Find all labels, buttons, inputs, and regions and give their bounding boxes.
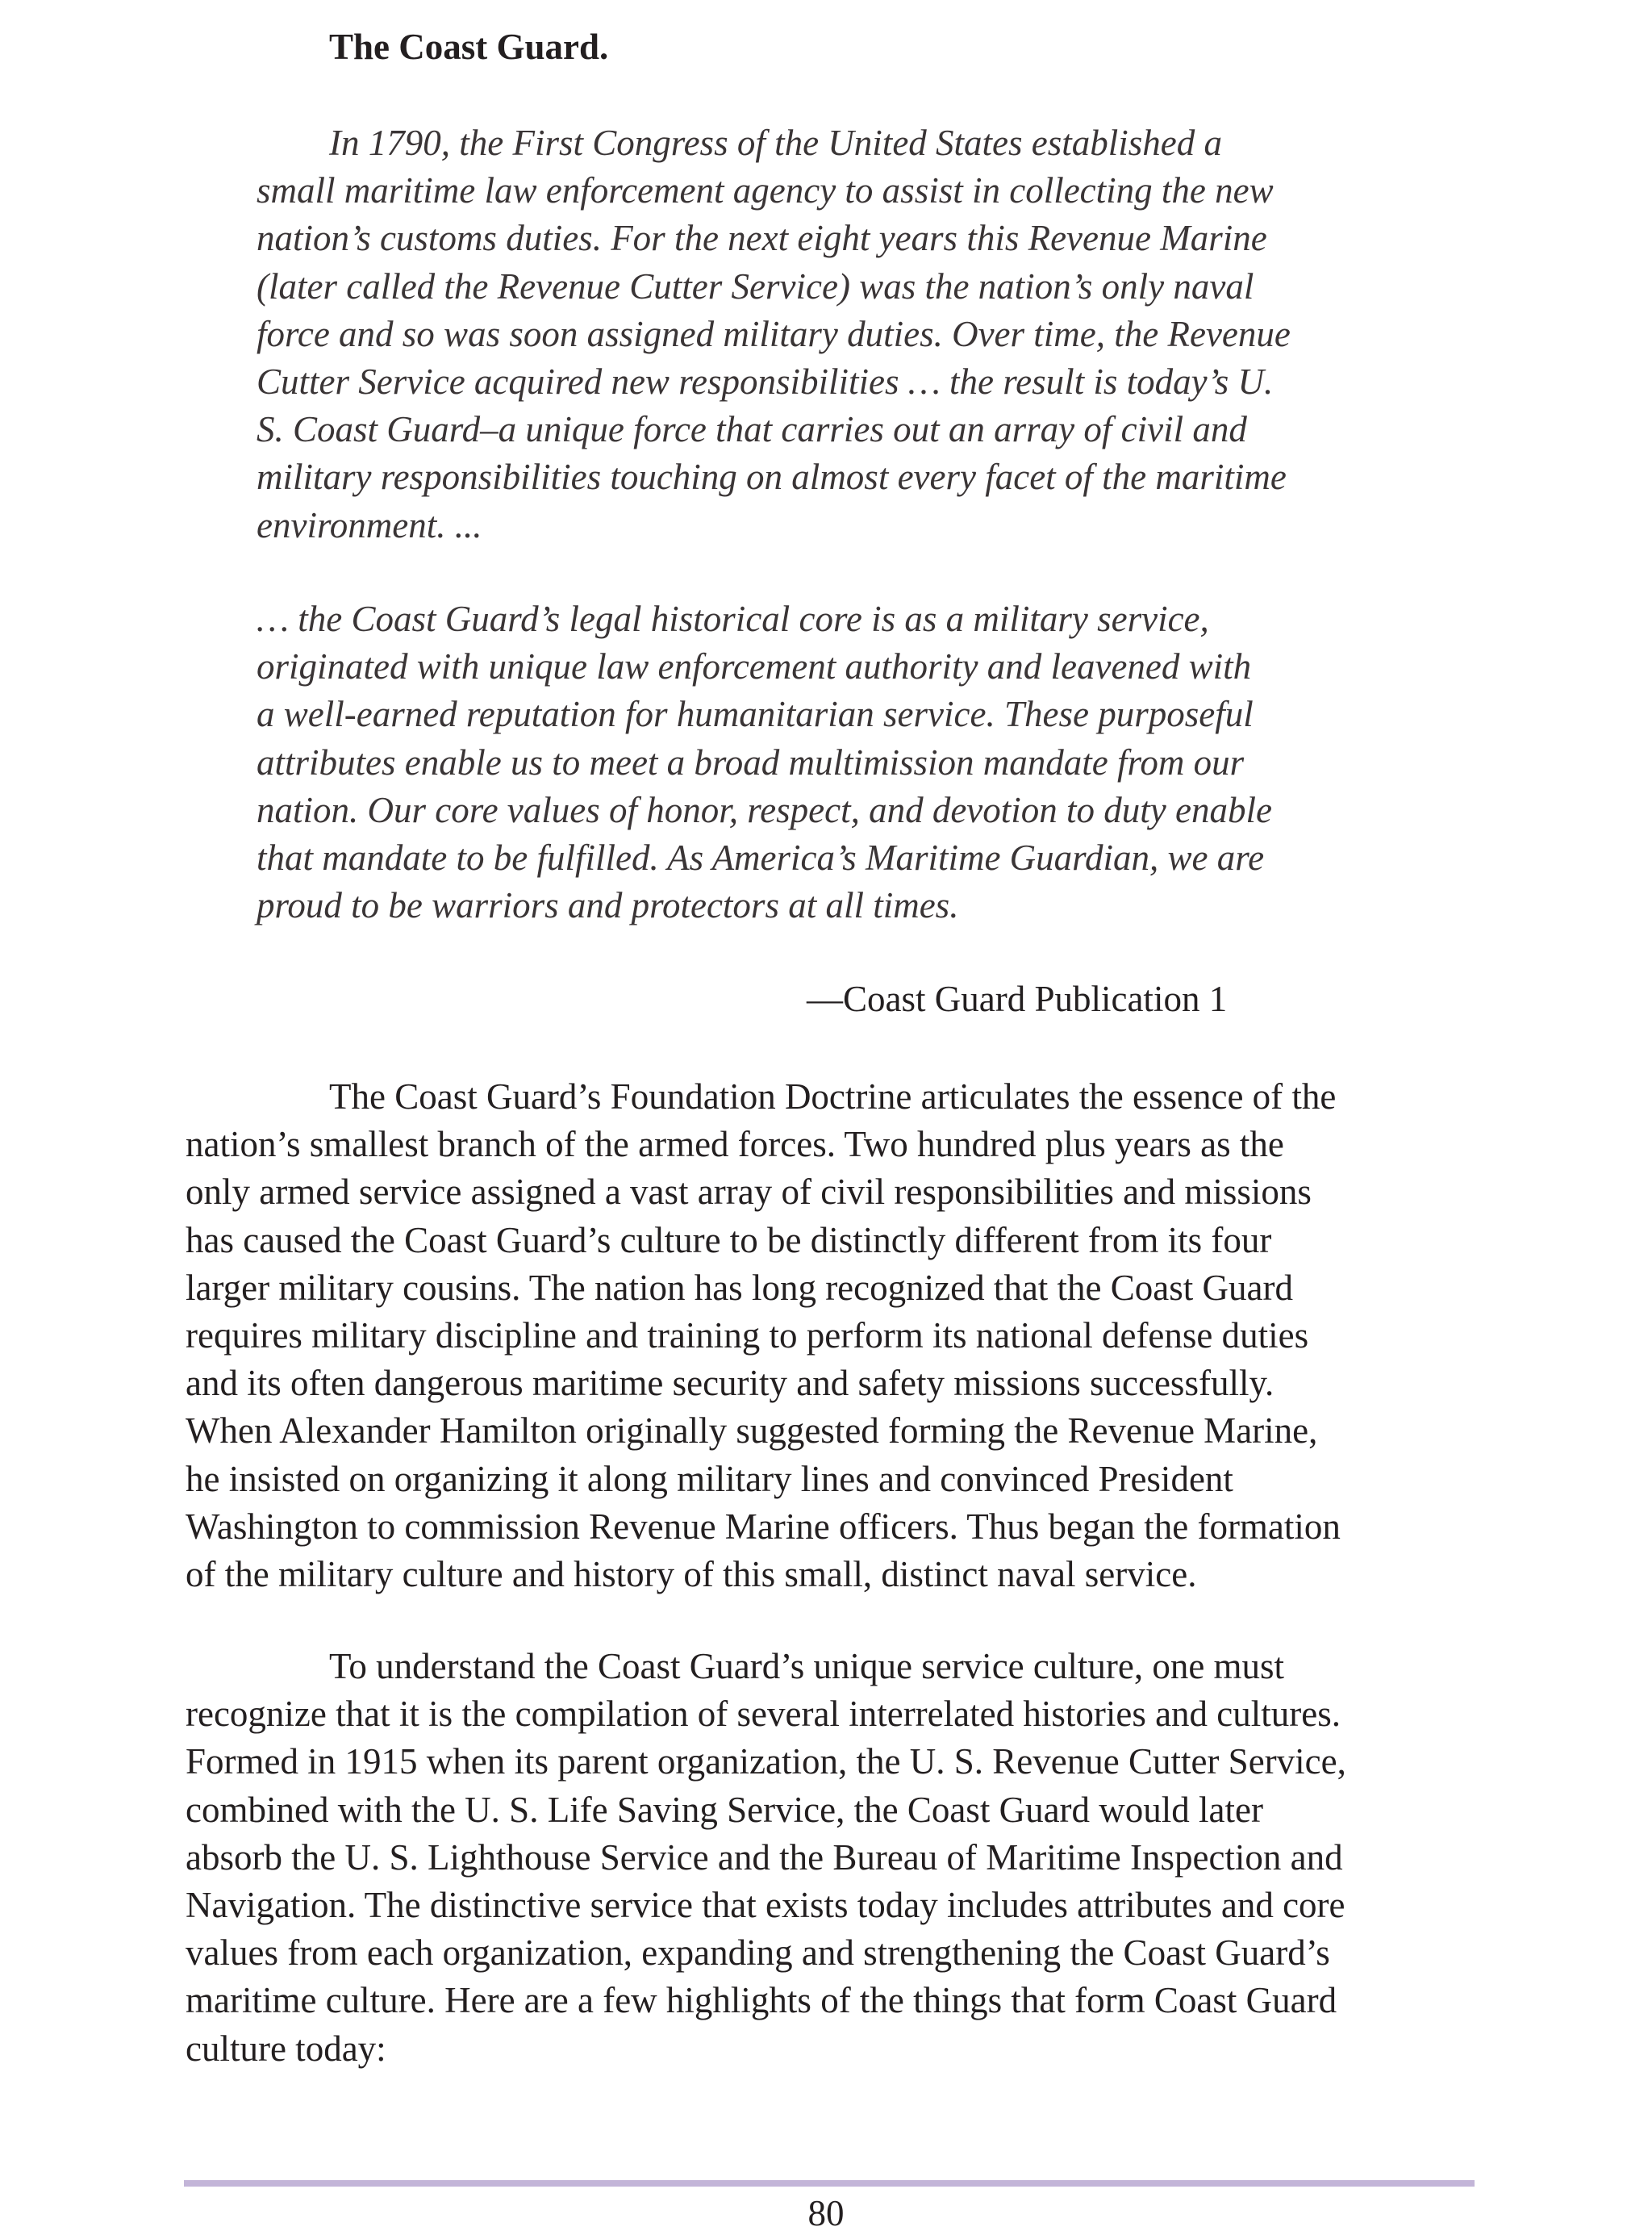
quote-line: a well-earned reputation for humanitarian service. These purposeful [257,694,1254,735]
block-quote-2 [257,595,1483,930]
paragraph-line: larger military cousins. The nation has long recognized that the Coast Guard [186,1267,1293,1308]
paragraph-line: To understand the Coast Guard’s unique service culture, one must [329,1646,1285,1686]
quote-line: nation. Our core values of honor, respect, and devotion to duty enable [257,789,1272,830]
quote-line: … the Coast Guard’s legal historical core is as a military service, [257,599,1209,639]
quote-line: originated with unique law enforcement authority and leavened with [257,646,1252,687]
paragraph-line: Navigation. The distinctive service that exists today includes attributes and core [186,1884,1345,1925]
paragraph-line: culture today: [186,2028,386,2069]
block-quote-1 [257,119,1483,549]
paragraph-line: When Alexander Hamilton originally suggested forming the Revenue Marine, [186,1410,1318,1452]
paragraph-line: he insisted on organizing it along military lines and convinced President [186,1458,1233,1499]
footer-divider [184,2180,1475,2187]
quote-line: small maritime law enforcement agency to assist in collecting the new [257,170,1274,211]
paragraph-line: recognize that it is the compilation of several interrelated histories and cultures. [186,1694,1341,1735]
quote-line: force and so was soon assigned military duties. Over time, the Revenue [257,313,1291,354]
quote-line: nation’s customs duties. For the next eight years this Revenue Marine [257,218,1267,259]
quote-line: In 1790, the First Congress of the United States established a [329,123,1223,163]
paragraph-line: Formed in 1915 when its parent organization, the U. S. Revenue Cutter Service, [186,1741,1346,1782]
page-number: 80 [807,2193,845,2233]
quote-line: environment. ... [257,504,482,545]
paragraph-line: combined with the U. S. Life Saving Service, the Coast Guard would later [186,1789,1263,1830]
paragraph-line: and its often dangerous maritime security and safety missions successfully. [186,1363,1274,1404]
paragraph-line: maritime culture. Here are a few highlights of the things that form Coast Guard [186,1980,1337,2021]
paragraph-line: only armed service assigned a vast array of civil responsibilities and missions [186,1172,1312,1213]
paragraph-line: Washington to commission Revenue Marine officers. Thus began the formation [186,1506,1341,1547]
paragraph-line: nation’s smallest branch of the armed forces. Two hundred plus years as the [186,1124,1284,1165]
paragraph-line: values from each organization, expanding and strengthening the Coast Guard’s [186,1932,1330,1974]
paragraph-line: has caused the Coast Guard’s culture to be distinctly different from its four [186,1219,1272,1260]
quote-line: S. Coast Guard–a unique force that carries out an array of civil and [257,409,1247,450]
quote-attribution: —Coast Guard Publication 1 [807,979,1228,1019]
quote-line: attributes enable us to meet a broad multimission mandate from our [257,742,1245,783]
paragraph-line: requires military discipline and training to perform its national defense duties [186,1314,1309,1356]
quote-line: that mandate to be fulfilled. As America’s Maritime Guardian, we are [257,837,1265,878]
quote-line: military responsibilities touching on almost every facet of the maritime [257,457,1287,498]
quote-line: (later called the Revenue Cutter Service) was the nation’s only naval [257,265,1254,307]
quote-line: proud to be warriors and protectors at all times. [257,885,959,926]
body-paragraph-2 [186,1643,1476,2073]
paragraph-line: absorb the U. S. Lighthouse Service and the Bureau of Maritime Inspection and [186,1836,1343,1878]
paragraph-line: The Coast Guard’s Foundation Doctrine articulates the essence of the [329,1076,1337,1117]
section-heading: The Coast Guard. [329,27,609,67]
body-paragraph-1 [186,1073,1476,1598]
paragraph-line: of the military culture and history of this small, distinct naval service. [186,1553,1197,1594]
quote-line: Cutter Service acquired new responsibilities … the result is today’s U. [257,361,1274,402]
